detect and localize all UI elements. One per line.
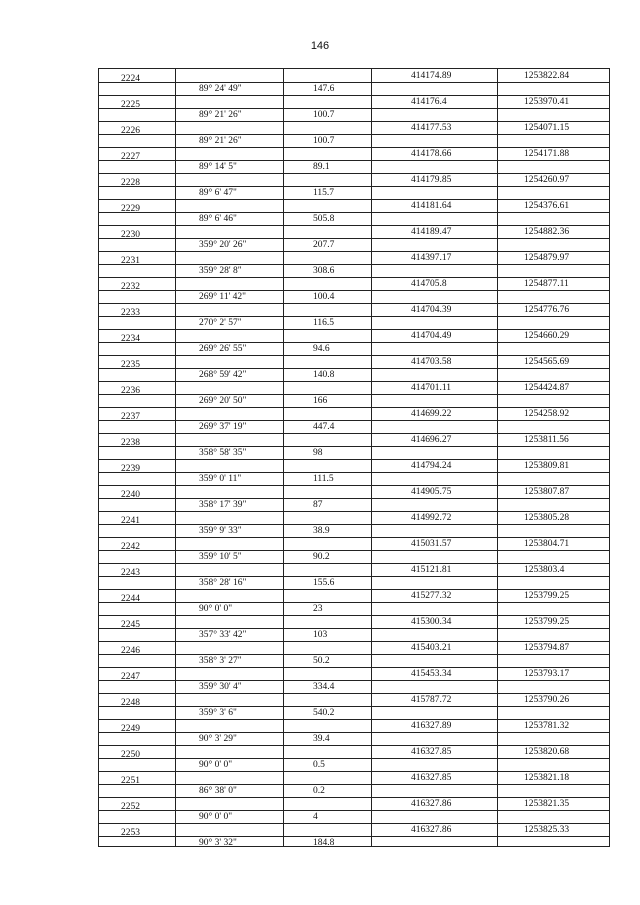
row-divider bbox=[99, 550, 609, 551]
bearing-angle: 90° 3' 29" bbox=[199, 734, 237, 744]
coordinate-y: 1253804.71 bbox=[524, 539, 570, 549]
row-divider bbox=[99, 485, 609, 486]
point-id: 2250 bbox=[121, 750, 140, 760]
coordinate-y: 1254260.97 bbox=[524, 175, 570, 185]
segment-length: 0.5 bbox=[313, 760, 325, 770]
point-id: 2232 bbox=[121, 282, 140, 292]
coordinate-y: 1253821.35 bbox=[524, 799, 570, 809]
table-row bbox=[99, 823, 609, 849]
segment-length: 115.7 bbox=[313, 188, 335, 198]
row-divider bbox=[99, 134, 609, 135]
point-id: 2246 bbox=[121, 646, 140, 656]
table-row bbox=[99, 277, 609, 303]
segment-length: 184.8 bbox=[313, 838, 335, 848]
table-row bbox=[99, 147, 609, 173]
row-divider bbox=[99, 641, 609, 642]
segment-length: 87 bbox=[313, 500, 323, 510]
bearing-angle: 359° 9' 33" bbox=[199, 526, 242, 536]
table-row bbox=[99, 589, 609, 615]
row-divider bbox=[99, 290, 609, 291]
coordinate-x: 414397.17 bbox=[411, 253, 452, 263]
row-divider bbox=[99, 368, 609, 369]
point-id: 2251 bbox=[121, 776, 140, 786]
coordinate-y: 1254258.92 bbox=[524, 409, 570, 419]
bearing-angle: 90° 0' 0" bbox=[199, 604, 233, 614]
table-row bbox=[99, 615, 609, 641]
row-divider bbox=[99, 394, 609, 395]
bearing-angle: 90° 3' 32" bbox=[199, 838, 237, 848]
bearing-angle: 89° 21' 26" bbox=[199, 110, 242, 120]
row-divider bbox=[99, 355, 609, 356]
coordinate-y: 1253825.33 bbox=[524, 825, 570, 835]
segment-length: 540.2 bbox=[313, 708, 335, 718]
point-id: 2231 bbox=[121, 256, 140, 266]
row-divider bbox=[99, 810, 609, 811]
row-divider bbox=[99, 212, 609, 213]
coordinate-x: 414992.72 bbox=[411, 513, 452, 523]
bearing-angle: 358° 3' 27" bbox=[199, 656, 242, 666]
coordinate-y: 1253790.26 bbox=[524, 695, 570, 705]
coordinate-y: 1254776.76 bbox=[524, 305, 570, 315]
segment-length: 100.7 bbox=[313, 110, 335, 120]
row-divider bbox=[99, 446, 609, 447]
segment-length: 23 bbox=[313, 604, 323, 614]
point-id: 2249 bbox=[121, 724, 140, 734]
table-row bbox=[99, 485, 609, 511]
row-divider bbox=[99, 251, 609, 252]
table-row bbox=[99, 641, 609, 667]
row-divider bbox=[99, 771, 609, 772]
table-row bbox=[99, 355, 609, 381]
point-id: 2245 bbox=[121, 620, 140, 630]
row-divider bbox=[99, 706, 609, 707]
row-divider bbox=[99, 524, 609, 525]
coordinate-y: 1254071.15 bbox=[524, 123, 570, 133]
table-row bbox=[99, 199, 609, 225]
point-id: 2227 bbox=[121, 152, 140, 162]
point-id: 2239 bbox=[121, 464, 140, 474]
coordinate-x: 415453.34 bbox=[411, 669, 452, 679]
segment-length: 308.6 bbox=[313, 266, 335, 276]
row-divider bbox=[99, 186, 609, 187]
bearing-angle: 269° 37' 19" bbox=[199, 422, 247, 432]
row-divider bbox=[99, 498, 609, 499]
coordinate-x: 415300.34 bbox=[411, 617, 452, 627]
table-row bbox=[99, 329, 609, 355]
row-divider bbox=[99, 381, 609, 382]
row-divider bbox=[99, 732, 609, 733]
coordinate-x: 414699.22 bbox=[411, 409, 452, 419]
coordinate-x: 414189.47 bbox=[411, 227, 452, 237]
point-id: 2225 bbox=[121, 100, 140, 110]
row-divider bbox=[99, 680, 609, 681]
row-divider bbox=[99, 654, 609, 655]
table-row bbox=[99, 459, 609, 485]
coordinate-x: 414794.24 bbox=[411, 461, 452, 471]
row-divider bbox=[99, 784, 609, 785]
coordinates-table bbox=[98, 68, 610, 847]
table-row bbox=[99, 251, 609, 277]
table-body bbox=[99, 69, 609, 849]
table-row bbox=[99, 771, 609, 797]
coordinate-x: 414703.58 bbox=[411, 357, 452, 367]
coordinate-x: 416327.89 bbox=[411, 721, 452, 731]
coordinate-y: 1254424.87 bbox=[524, 383, 570, 393]
bearing-angle: 89° 14' 5" bbox=[199, 162, 237, 172]
coordinate-x: 414177.53 bbox=[411, 123, 452, 133]
row-divider bbox=[99, 160, 609, 161]
row-divider bbox=[99, 407, 609, 408]
coordinate-y: 1253809.81 bbox=[524, 461, 570, 471]
coordinate-y: 1253793.17 bbox=[524, 669, 570, 679]
point-id: 2236 bbox=[121, 386, 140, 396]
segment-length: 166 bbox=[313, 396, 328, 406]
row-divider bbox=[99, 264, 609, 265]
bearing-angle: 358° 28' 16" bbox=[199, 578, 247, 588]
point-id: 2226 bbox=[121, 126, 140, 136]
segment-length: 38.9 bbox=[313, 526, 330, 536]
row-divider bbox=[99, 758, 609, 759]
coordinate-x: 414905.75 bbox=[411, 487, 452, 497]
table-row bbox=[99, 511, 609, 537]
table-row bbox=[99, 433, 609, 459]
row-divider bbox=[99, 563, 609, 564]
coordinate-x: 414179.85 bbox=[411, 175, 452, 185]
row-divider bbox=[99, 433, 609, 434]
point-id: 2224 bbox=[121, 74, 140, 84]
coordinate-x: 416327.86 bbox=[411, 825, 452, 835]
segment-length: 155.6 bbox=[313, 578, 335, 588]
bearing-angle: 359° 20' 26" bbox=[199, 240, 247, 250]
segment-length: 4 bbox=[313, 812, 318, 822]
coordinate-y: 1254376.61 bbox=[524, 201, 570, 211]
table-row bbox=[99, 537, 609, 563]
coordinate-y: 1254660.29 bbox=[524, 331, 570, 341]
segment-length: 50.2 bbox=[313, 656, 330, 666]
row-divider bbox=[99, 329, 609, 330]
row-divider bbox=[99, 316, 609, 317]
point-id: 2244 bbox=[121, 594, 140, 604]
coordinate-x: 414174.89 bbox=[411, 71, 452, 81]
point-id: 2235 bbox=[121, 360, 140, 370]
row-divider bbox=[99, 420, 609, 421]
point-id: 2233 bbox=[121, 308, 140, 318]
point-id: 2247 bbox=[121, 672, 140, 682]
table-row bbox=[99, 745, 609, 771]
point-id: 2242 bbox=[121, 542, 140, 552]
table-row bbox=[99, 303, 609, 329]
row-divider bbox=[99, 225, 609, 226]
coordinate-y: 1253803.4 bbox=[524, 565, 565, 575]
bearing-angle: 89° 6' 46" bbox=[199, 214, 237, 224]
segment-length: 100.4 bbox=[313, 292, 335, 302]
bearing-angle: 270° 2' 57" bbox=[199, 318, 242, 328]
row-divider bbox=[99, 342, 609, 343]
page-number: 146 bbox=[310, 40, 330, 52]
bearing-angle: 89° 24' 49" bbox=[199, 84, 242, 94]
table-row bbox=[99, 719, 609, 745]
bearing-angle: 268° 59' 42" bbox=[199, 370, 247, 380]
row-divider bbox=[99, 82, 609, 83]
point-id: 2230 bbox=[121, 230, 140, 240]
coordinate-x: 414696.27 bbox=[411, 435, 452, 445]
bearing-angle: 86° 38' 0" bbox=[199, 786, 237, 796]
coordinate-x: 414705.8 bbox=[411, 279, 447, 289]
row-divider bbox=[99, 823, 609, 824]
coordinate-y: 1253821.18 bbox=[524, 773, 570, 783]
row-divider bbox=[99, 108, 609, 109]
bearing-angle: 359° 0' 11" bbox=[199, 474, 242, 484]
point-id: 2241 bbox=[121, 516, 140, 526]
table-row bbox=[99, 407, 609, 433]
segment-length: 100.7 bbox=[313, 136, 335, 146]
coordinate-y: 1254882.36 bbox=[524, 227, 570, 237]
table-row bbox=[99, 69, 609, 95]
coordinate-y: 1253805.28 bbox=[524, 513, 570, 523]
row-divider bbox=[99, 537, 609, 538]
segment-length: 0.2 bbox=[313, 786, 325, 796]
coordinate-y: 1253799.25 bbox=[524, 617, 570, 627]
segment-length: 505.8 bbox=[313, 214, 335, 224]
coordinate-x: 415787.72 bbox=[411, 695, 452, 705]
segment-length: 111.5 bbox=[313, 474, 334, 484]
table-row bbox=[99, 95, 609, 121]
row-divider bbox=[99, 602, 609, 603]
table-row bbox=[99, 225, 609, 251]
bearing-angle: 357° 33' 42" bbox=[199, 630, 247, 640]
segment-length: 39.4 bbox=[313, 734, 330, 744]
point-id: 2248 bbox=[121, 698, 140, 708]
segment-length: 147.6 bbox=[313, 84, 335, 94]
coordinate-x: 414701.11 bbox=[411, 383, 452, 393]
bearing-angle: 359° 3' 6" bbox=[199, 708, 237, 718]
point-id: 2229 bbox=[121, 204, 140, 214]
bearing-angle: 359° 30' 4" bbox=[199, 682, 242, 692]
coordinate-x: 415121.81 bbox=[411, 565, 452, 575]
coordinate-x: 415031.57 bbox=[411, 539, 452, 549]
bearing-angle: 358° 17' 39" bbox=[199, 500, 247, 510]
segment-length: 89.1 bbox=[313, 162, 330, 172]
bearing-angle: 89° 21' 26" bbox=[199, 136, 242, 146]
row-divider bbox=[99, 199, 609, 200]
point-id: 2237 bbox=[121, 412, 140, 422]
bearing-angle: 269° 26' 55" bbox=[199, 344, 247, 354]
segment-length: 90.2 bbox=[313, 552, 330, 562]
coordinate-y: 1253794.87 bbox=[524, 643, 570, 653]
row-divider bbox=[99, 95, 609, 96]
table-row bbox=[99, 693, 609, 719]
row-divider bbox=[99, 511, 609, 512]
point-id: 2228 bbox=[121, 178, 140, 188]
row-divider bbox=[99, 303, 609, 304]
coordinate-y: 1254171.88 bbox=[524, 149, 570, 159]
coordinate-y: 1254879.97 bbox=[524, 253, 570, 263]
table-row bbox=[99, 173, 609, 199]
coordinate-x: 414176.4 bbox=[411, 97, 447, 107]
point-id: 2252 bbox=[121, 802, 140, 812]
table-row bbox=[99, 797, 609, 823]
segment-length: 140.8 bbox=[313, 370, 335, 380]
row-divider bbox=[99, 693, 609, 694]
row-divider bbox=[99, 797, 609, 798]
bearing-angle: 269° 20' 50" bbox=[199, 396, 247, 406]
coordinate-x: 415277.32 bbox=[411, 591, 452, 601]
table-row bbox=[99, 121, 609, 147]
coordinate-x: 416327.85 bbox=[411, 747, 452, 757]
row-divider bbox=[99, 667, 609, 668]
bearing-angle: 90° 0' 0" bbox=[199, 812, 233, 822]
coordinate-y: 1253807.87 bbox=[524, 487, 570, 497]
row-divider bbox=[99, 147, 609, 148]
point-id: 2238 bbox=[121, 438, 140, 448]
bearing-angle: 359° 28' 8" bbox=[199, 266, 242, 276]
bearing-angle: 358° 58' 35" bbox=[199, 448, 247, 458]
row-divider bbox=[99, 615, 609, 616]
coordinate-y: 1253811.56 bbox=[524, 435, 569, 445]
coordinate-y: 1253820.68 bbox=[524, 747, 570, 757]
row-divider bbox=[99, 277, 609, 278]
bearing-angle: 359° 10' 5" bbox=[199, 552, 242, 562]
bearing-angle: 269° 11' 42" bbox=[199, 292, 247, 302]
table-row bbox=[99, 381, 609, 407]
segment-length: 447.4 bbox=[313, 422, 335, 432]
coordinate-y: 1254877.11 bbox=[524, 279, 569, 289]
coordinate-x: 414704.49 bbox=[411, 331, 452, 341]
point-id: 2243 bbox=[121, 568, 140, 578]
segment-length: 103 bbox=[313, 630, 328, 640]
row-divider bbox=[99, 628, 609, 629]
segment-length: 94.6 bbox=[313, 344, 330, 354]
row-divider bbox=[99, 238, 609, 239]
table-row bbox=[99, 667, 609, 693]
row-divider bbox=[99, 576, 609, 577]
bearing-angle: 89° 6' 47" bbox=[199, 188, 237, 198]
segment-length: 98 bbox=[313, 448, 323, 458]
row-divider bbox=[99, 459, 609, 460]
coordinate-y: 1253781.32 bbox=[524, 721, 570, 731]
coordinate-x: 415403.21 bbox=[411, 643, 452, 653]
coordinate-x: 416327.86 bbox=[411, 799, 452, 809]
coordinate-y: 1254565.69 bbox=[524, 357, 570, 367]
row-divider bbox=[99, 121, 609, 122]
point-id: 2234 bbox=[121, 334, 140, 344]
row-divider bbox=[99, 173, 609, 174]
coordinate-x: 414704.39 bbox=[411, 305, 452, 315]
row-divider bbox=[99, 836, 609, 837]
coordinate-y: 1253970.41 bbox=[524, 97, 570, 107]
row-divider bbox=[99, 745, 609, 746]
table-row bbox=[99, 563, 609, 589]
bearing-angle: 90° 0' 0" bbox=[199, 760, 233, 770]
point-id: 2253 bbox=[121, 828, 140, 838]
coordinate-y: 1253799.25 bbox=[524, 591, 570, 601]
segment-length: 116.5 bbox=[313, 318, 335, 328]
coordinate-x: 414181.64 bbox=[411, 201, 452, 211]
point-id: 2240 bbox=[121, 490, 140, 500]
segment-length: 334.4 bbox=[313, 682, 335, 692]
segment-length: 207.7 bbox=[313, 240, 335, 250]
coordinate-x: 416327.85 bbox=[411, 773, 452, 783]
row-divider bbox=[99, 589, 609, 590]
row-divider bbox=[99, 472, 609, 473]
row-divider bbox=[99, 719, 609, 720]
coordinate-x: 414178.66 bbox=[411, 149, 452, 159]
coordinate-y: 1253822.84 bbox=[524, 71, 570, 81]
